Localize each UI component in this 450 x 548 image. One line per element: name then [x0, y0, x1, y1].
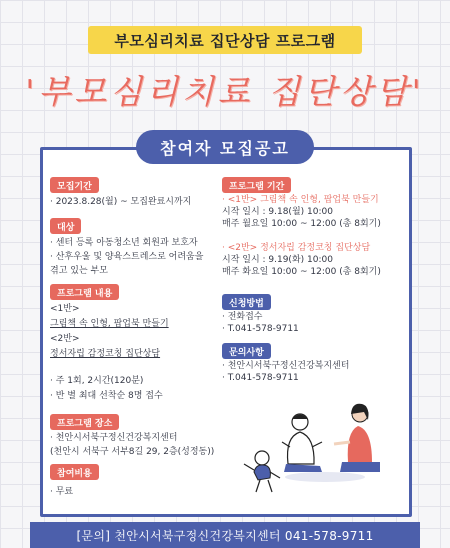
page-title: '부모심리치료 집단상담' [25, 71, 425, 111]
target-line: 겪고 있는 부모 [50, 266, 108, 276]
apply-line: · T.041-578-9711 [222, 324, 299, 334]
period-label: 모집기간 [50, 177, 99, 193]
place-label: 프로그램 장소 [50, 414, 119, 430]
content-line: · 주 1회, 2시간(120분) [50, 376, 144, 386]
footer-contact: [문의] 천안시서북구정신건강복지센터 041-578-9711 [30, 522, 420, 548]
apply-label: 신청방법 [222, 294, 271, 310]
fee-label: 참여비용 [50, 464, 99, 480]
class1-title: · <1반> 그림책 속 인형, 팝업북 만들기 [222, 195, 379, 205]
place-line: (천안시 서북구 서부8길 29, 2층(성정동)) [50, 447, 215, 457]
class1-repeat: 매주 월요일 10:00 ~ 12:00 (총 8회기) [222, 219, 381, 229]
apply-line: · 전화접수 [222, 312, 263, 322]
class2-repeat: 매주 화요일 10:00 ~ 12:00 (총 8회기) [222, 267, 381, 277]
schedule-label: 프로그램 기간 [222, 177, 291, 193]
content-line: <2반> [50, 334, 80, 344]
inquiry-line: · 천안시서북구정신건강복지센터 [222, 361, 350, 371]
child-icon [244, 451, 280, 492]
family-illustration [230, 392, 405, 507]
place-line: · 천안시서북구정신건강복지센터 [50, 433, 178, 443]
class1-start: 시작 일시 : 9.18(월) 10:00 [222, 207, 333, 217]
fee-text: · 무료 [50, 487, 74, 497]
father-icon [282, 414, 322, 472]
period-text: · 2023.8.28(월) ~ 모집완료시까지 [50, 197, 192, 207]
content-line: <1반> [50, 304, 80, 314]
content-line: · 반 별 최대 선착순 8명 접수 [50, 391, 163, 401]
inquiry-line: · T.041-578-9711 [222, 373, 299, 383]
inquiry-label: 문의사항 [222, 343, 271, 359]
floor-shadow-icon [285, 472, 365, 482]
card-header: 참여자 모집공고 [136, 130, 314, 164]
content-label: 프로그램 내용 [50, 284, 119, 300]
content-line: 그림책 속 인형, 팝업북 만들기 [50, 319, 169, 329]
target-label: 대상 [50, 218, 81, 234]
target-line: · 산후우울 및 양육스트레스로 어려움을 [50, 252, 204, 262]
content-line: 정서자립 감정코칭 집단상담 [50, 349, 161, 359]
class2-title: · <2반> 정서자립 감정코칭 집단상담 [222, 243, 371, 253]
class2-start: 시작 일시 : 9.19(화) 10:00 [222, 255, 333, 265]
target-line: · 센터 등록 아동청소년 회원과 보호자 [50, 238, 198, 248]
mother-icon [334, 404, 380, 472]
top-banner: 부모심리치료 집단상담 프로그램 [88, 26, 362, 54]
